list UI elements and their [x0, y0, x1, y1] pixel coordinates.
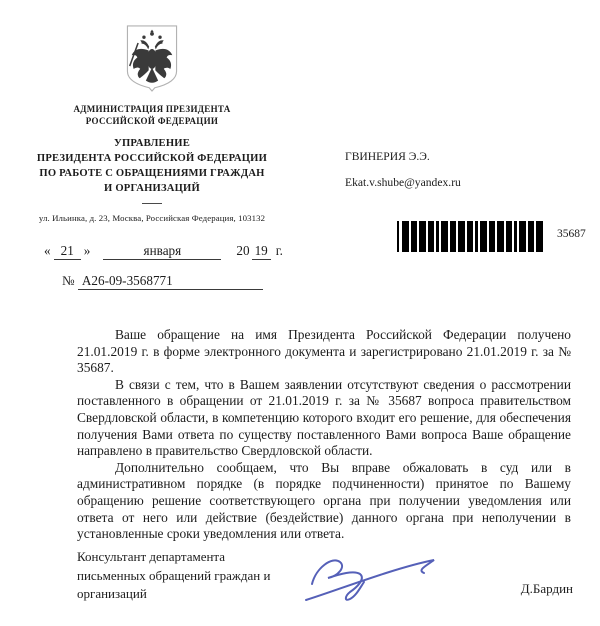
- signer-name: Д.Бардин: [520, 581, 573, 596]
- org-name-line1: АДМИНИСТРАЦИЯ ПРЕЗИДЕНТА: [73, 104, 231, 114]
- ref-number-line: [62, 273, 263, 290]
- body-paragraph-1: Ваше обращение на имя Президента Российской Федерации получено 21.01.2019 г. в форме электронного документа и зарегистрировано 21.01.2019 г. за № 35687.: [77, 327, 571, 376]
- body-paragraph-2: В связи с тем, что в Вашем заявлении отсутствуют сведения о рассмотрении поставленного в обращении от 21.01.2019 г. за № 35687 вопроса правительством Свердловской области, в компетенцию которого входит его решение, для обеспечения получения Вами ответа по существу поставленного Вами вопроса Ваше обращение направлено в правительство Свердловской области.: [77, 376, 571, 459]
- signer-title-line3: организаций: [77, 586, 147, 601]
- date-close-quote: »: [83, 243, 91, 258]
- division-name: [8, 136, 296, 196]
- signer-title: [77, 548, 332, 604]
- date-century: 20: [236, 243, 250, 258]
- ref-number-value: А26-09-3568771: [78, 273, 263, 290]
- signer-title-line2: письменных обращений граждан и: [77, 567, 271, 583]
- body-paragraph-3: Дополнительно сообщаем, что Вы вправе обжаловать в суд или в административном порядке (в порядке подчиненности) принятое по Вашему обращению решение соответствующего органа при получении уведомления или ответа от него или действие (бездействие) данного органа при неполучении в установленные сроки уведомления или ответа.: [77, 459, 571, 542]
- ref-number-prefix: №: [62, 273, 75, 288]
- date-day: 21: [54, 243, 81, 260]
- recipient-name: ГВИНЕРИЯ Э.Э.: [345, 150, 430, 163]
- barcode-number: 35687: [557, 228, 586, 240]
- registration-barcode: [397, 221, 545, 252]
- date-year: 19: [252, 243, 271, 260]
- org-name: [8, 104, 296, 127]
- org-name-line2: РОССИЙСКОЙ ФЕДЕРАЦИИ: [85, 115, 219, 126]
- signer-title-line1: Консультант департамента: [77, 549, 226, 564]
- letterhead: [8, 24, 296, 223]
- division-line1: УПРАВЛЕНИЕ: [114, 138, 190, 149]
- recipient-email: Ekat.v.shube@yandex.ru: [345, 176, 461, 189]
- date-open-quote: «: [44, 243, 51, 258]
- coat-of-arms-eagle-icon: [123, 24, 181, 97]
- division-line4: И ОРГАНИЗАЦИЙ: [104, 183, 200, 194]
- letter-body: [77, 327, 571, 543]
- date-suffix: г.: [275, 243, 283, 258]
- letterhead-divider: [142, 203, 162, 204]
- date-line: [44, 243, 283, 260]
- handwritten-signature: [298, 536, 458, 611]
- division-line2: ПРЕЗИДЕНТА РОССИЙСКОЙ ФЕДЕРАЦИИ: [36, 153, 268, 164]
- division-line3: ПО РАБОТЕ С ОБРАЩЕНИЯМИ ГРАЖДАН: [39, 168, 265, 179]
- org-address: ул. Ильинка, д. 23, Москва, Российская Федерация, 103132: [38, 213, 266, 223]
- recipient-block: [345, 150, 461, 189]
- date-month: января: [103, 243, 221, 260]
